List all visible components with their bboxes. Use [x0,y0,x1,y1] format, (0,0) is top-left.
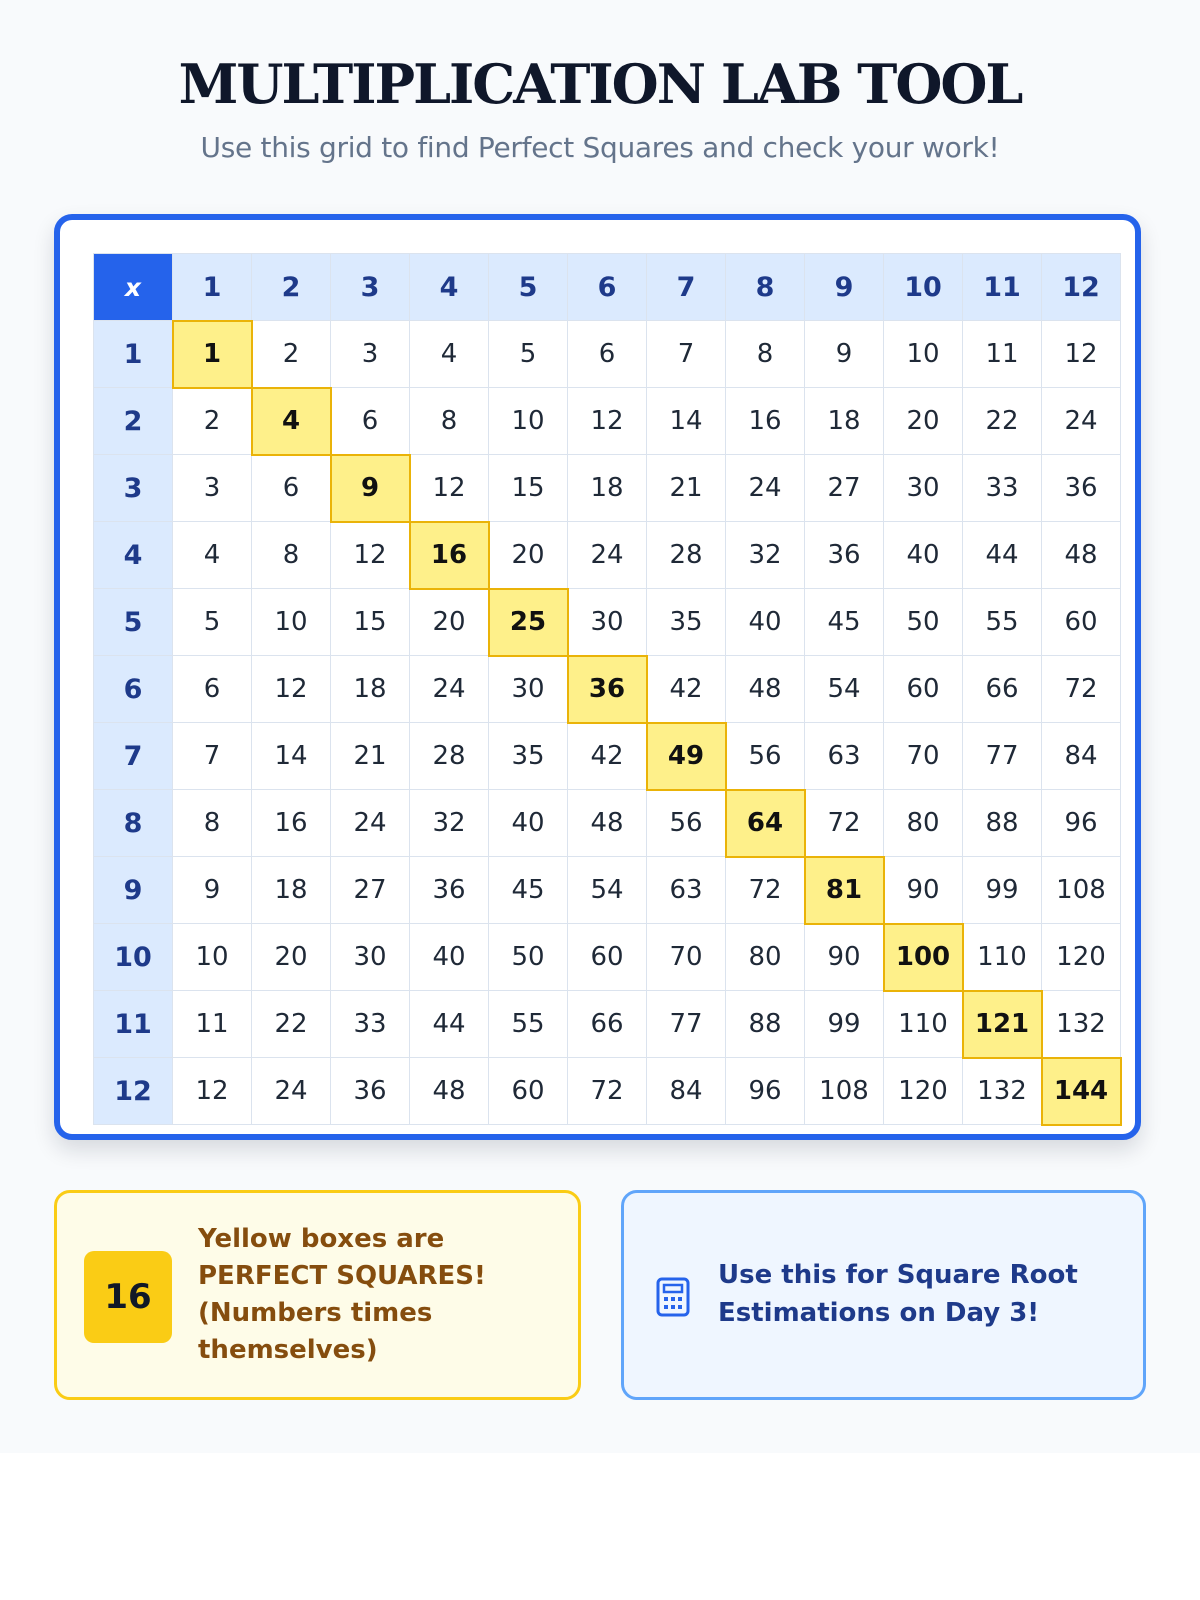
product-cell: 5 [489,321,568,388]
product-cell: 36 [1042,455,1121,522]
product-cell: 120 [884,1058,963,1125]
product-cell: 24 [410,656,489,723]
product-cell: 9 [173,857,252,924]
table-row [94,321,1121,388]
product-cell: 24 [331,790,410,857]
product-cell: 110 [963,924,1042,991]
product-cell: 18 [252,857,331,924]
product-cell: 48 [1042,522,1121,589]
product-cell: 6 [252,455,331,522]
table-row [94,455,1121,522]
product-cell: 44 [410,991,489,1058]
product-cell: 40 [884,522,963,589]
product-cell: 4 [410,321,489,388]
product-cell: 77 [963,723,1042,790]
product-cell: 30 [884,455,963,522]
product-cell: 10 [173,924,252,991]
product-cell: 88 [726,991,805,1058]
product-cell: 63 [805,723,884,790]
multiplication-table-card [54,214,1141,1140]
product-cell: 33 [331,991,410,1058]
product-cell: 21 [331,723,410,790]
product-cell: 22 [963,388,1042,455]
perfect-square-cell: 100 [884,924,963,991]
perfect-squares-legend-text: Yellow boxes are PERFECT SQUARES! (Numbers times themselves) [198,1224,486,1365]
product-cell: 48 [568,790,647,857]
product-cell: 54 [568,857,647,924]
product-cell: 12 [568,388,647,455]
product-cell: 12 [1042,321,1121,388]
row-header: 12 [94,1058,173,1125]
perfect-square-cell: 25 [489,589,568,656]
product-cell: 24 [726,455,805,522]
product-cell: 9 [805,321,884,388]
product-cell: 20 [410,589,489,656]
table-row [94,388,1121,455]
product-cell: 35 [489,723,568,790]
product-cell: 55 [963,589,1042,656]
product-cell: 66 [568,991,647,1058]
product-cell: 27 [805,455,884,522]
table-row [94,857,1121,924]
row-header: 6 [94,656,173,723]
product-cell: 7 [173,723,252,790]
product-cell: 44 [963,522,1042,589]
product-cell: 36 [410,857,489,924]
product-cell: 72 [1042,656,1121,723]
table-header-row [94,254,1121,321]
product-cell: 80 [726,924,805,991]
column-header: 8 [726,254,805,321]
product-cell: 20 [489,522,568,589]
corner-cell: x [94,254,173,321]
column-header: 5 [489,254,568,321]
table-row [94,991,1121,1058]
product-cell: 30 [489,656,568,723]
perfect-square-cell: 81 [805,857,884,924]
product-cell: 16 [252,790,331,857]
product-cell: 20 [884,388,963,455]
table-row [94,589,1121,656]
column-header: 4 [410,254,489,321]
product-cell: 42 [568,723,647,790]
product-cell: 72 [726,857,805,924]
product-cell: 66 [963,656,1042,723]
perfect-square-badge: 16 [84,1251,172,1343]
perfect-square-cell: 16 [410,522,489,589]
product-cell: 54 [805,656,884,723]
row-header: 3 [94,455,173,522]
product-cell: 14 [647,388,726,455]
product-cell: 48 [410,1058,489,1125]
product-cell: 4 [173,522,252,589]
row-header: 7 [94,723,173,790]
column-header: 6 [568,254,647,321]
product-cell: 10 [884,321,963,388]
product-cell: 42 [647,656,726,723]
product-cell: 108 [805,1058,884,1125]
column-header: 12 [1042,254,1121,321]
square-root-tip-text: Use this for Square Root Estimations on Day 3! [718,1260,1078,1328]
product-cell: 120 [1042,924,1121,991]
product-cell: 10 [489,388,568,455]
product-cell: 6 [568,321,647,388]
product-cell: 36 [331,1058,410,1125]
table-row [94,656,1121,723]
product-cell: 12 [252,656,331,723]
table-row [94,522,1121,589]
product-cell: 18 [568,455,647,522]
product-cell: 45 [489,857,568,924]
product-cell: 96 [1042,790,1121,857]
calculator-icon [655,1277,691,1317]
product-cell: 60 [489,1058,568,1125]
column-header: 2 [252,254,331,321]
column-header: 7 [647,254,726,321]
table-row [94,1058,1121,1125]
product-cell: 12 [410,455,489,522]
row-header: 10 [94,924,173,991]
product-cell: 40 [410,924,489,991]
product-cell: 7 [647,321,726,388]
product-cell: 40 [726,589,805,656]
product-cell: 21 [647,455,726,522]
product-cell: 84 [1042,723,1121,790]
perfect-square-cell: 144 [1042,1058,1121,1125]
perfect-square-cell: 4 [252,388,331,455]
product-cell: 12 [331,522,410,589]
product-cell: 18 [805,388,884,455]
product-cell: 14 [252,723,331,790]
product-cell: 70 [647,924,726,991]
product-cell: 90 [884,857,963,924]
perfect-square-cell: 64 [726,790,805,857]
product-cell: 60 [568,924,647,991]
product-cell: 22 [252,991,331,1058]
product-cell: 11 [173,991,252,1058]
column-header: 1 [173,254,252,321]
product-cell: 90 [805,924,884,991]
product-cell: 30 [331,924,410,991]
column-header: 10 [884,254,963,321]
row-header: 2 [94,388,173,455]
product-cell: 72 [568,1058,647,1125]
product-cell: 12 [173,1058,252,1125]
row-header: 11 [94,991,173,1058]
product-cell: 30 [568,589,647,656]
product-cell: 50 [884,589,963,656]
table-row [94,924,1121,991]
product-cell: 48 [726,656,805,723]
row-header: 1 [94,321,173,388]
product-cell: 110 [884,991,963,1058]
product-cell: 33 [963,455,1042,522]
product-cell: 5 [173,589,252,656]
product-cell: 8 [410,388,489,455]
product-cell: 70 [884,723,963,790]
product-cell: 3 [173,455,252,522]
product-cell: 77 [647,991,726,1058]
product-cell: 72 [805,790,884,857]
product-cell: 45 [805,589,884,656]
product-cell: 108 [1042,857,1121,924]
product-cell: 55 [489,991,568,1058]
product-cell: 8 [173,790,252,857]
product-cell: 88 [963,790,1042,857]
row-header: 9 [94,857,173,924]
perfect-square-cell: 49 [647,723,726,790]
product-cell: 15 [489,455,568,522]
product-cell: 28 [647,522,726,589]
page-subtitle: Use this grid to find Perfect Squares and check your work! [200,131,1000,164]
column-header: 3 [331,254,410,321]
product-cell: 27 [331,857,410,924]
product-cell: 96 [726,1058,805,1125]
product-cell: 2 [173,388,252,455]
product-cell: 50 [489,924,568,991]
product-cell: 40 [489,790,568,857]
product-cell: 6 [173,656,252,723]
table-row [94,723,1121,790]
page-title: MULTIPLICATION LAB TOOL [178,52,1022,116]
product-cell: 18 [331,656,410,723]
product-cell: 132 [963,1058,1042,1125]
row-header: 8 [94,790,173,857]
product-cell: 10 [252,589,331,656]
table-row [94,790,1121,857]
column-header: 9 [805,254,884,321]
product-cell: 80 [884,790,963,857]
perfect-square-cell: 121 [963,991,1042,1058]
product-cell: 56 [647,790,726,857]
product-cell: 60 [884,656,963,723]
product-cell: 99 [805,991,884,1058]
product-cell: 24 [568,522,647,589]
row-header: 5 [94,589,173,656]
product-cell: 28 [410,723,489,790]
product-cell: 20 [252,924,331,991]
product-cell: 99 [963,857,1042,924]
product-cell: 24 [252,1058,331,1125]
perfect-square-cell: 1 [173,321,252,388]
perfect-square-cell: 9 [331,455,410,522]
product-cell: 60 [1042,589,1121,656]
product-cell: 16 [726,388,805,455]
product-cell: 15 [331,589,410,656]
row-header: 4 [94,522,173,589]
product-cell: 11 [963,321,1042,388]
product-cell: 32 [410,790,489,857]
product-cell: 8 [252,522,331,589]
product-cell: 36 [805,522,884,589]
product-cell: 6 [331,388,410,455]
multiplication-table [93,253,1121,1125]
column-header: 11 [963,254,1042,321]
product-cell: 84 [647,1058,726,1125]
perfect-square-cell: 36 [568,656,647,723]
product-cell: 56 [726,723,805,790]
product-cell: 35 [647,589,726,656]
square-root-tip [621,1190,1146,1400]
product-cell: 3 [331,321,410,388]
product-cell: 2 [252,321,331,388]
product-cell: 24 [1042,388,1121,455]
product-cell: 132 [1042,991,1121,1058]
product-cell: 63 [647,857,726,924]
perfect-squares-legend [54,1190,581,1400]
product-cell: 8 [726,321,805,388]
product-cell: 32 [726,522,805,589]
